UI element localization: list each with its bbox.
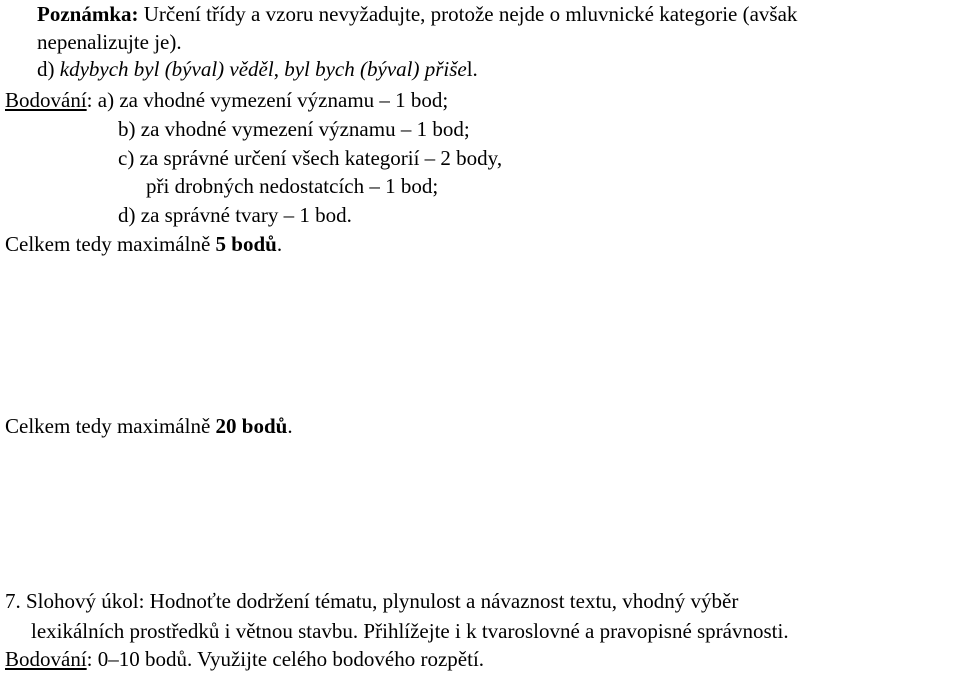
total-5-value: 5 bodů xyxy=(215,232,277,256)
note-label: Poznámka: xyxy=(37,2,139,26)
scoring-line-a xyxy=(5,86,448,114)
task-7-line-1: 7. Slohový úkol: Hodnoťte dodržení tématu, plynulost a návaznost textu, vhodný výběr xyxy=(5,589,739,613)
note-line-continued: nepenalizujte je). xyxy=(37,30,182,54)
total-20-line xyxy=(5,412,293,440)
answer-d-suffix: l. xyxy=(466,57,478,81)
total-20-value: 20 bodů xyxy=(215,414,288,438)
scoring-line-d: d) za správné tvary – 1 bod. xyxy=(118,203,352,227)
scoring-line-b: b) za vhodné vymezení významu – 1 bod; xyxy=(118,117,470,141)
task-7-scoring-text: 0–10 bodů. Využijte celého bodového rozpětí. xyxy=(92,647,485,671)
scoring-label: Bodování xyxy=(5,88,87,112)
scoring-line-c: c) za správné určení všech kategorií – 2 body, xyxy=(118,146,503,170)
total-20-prefix: Celkem tedy maximálně xyxy=(5,414,216,438)
scoring-colon: : xyxy=(86,88,93,112)
total-5-line xyxy=(5,230,282,258)
answer-d-separator: , xyxy=(273,57,285,81)
answer-d-form-2: byl bych (býval) přiše xyxy=(284,57,467,81)
total-20-suffix: . xyxy=(287,414,293,438)
task-7-scoring-label: Bodování xyxy=(5,647,87,671)
task-7-scoring-line xyxy=(5,645,484,673)
answer-d-form-1: kdybych byl (býval) věděl xyxy=(59,57,274,81)
note-text: Určení třídy a vzoru nevyžadujte, protože nejde o mluvnické kategorie (avšak xyxy=(138,2,798,26)
task-7-line-2: lexikálních prostředků i větnou stavbu. Přihlížejte i k tvaroslovné a pravopisné správnosti. xyxy=(31,619,789,643)
task-7-scoring-colon: : xyxy=(86,647,93,671)
total-5-suffix: . xyxy=(276,232,283,256)
total-5-prefix: Celkem tedy maximálně xyxy=(5,232,216,256)
scoring-line-c-continued: při drobných nedostatcích – 1 bod; xyxy=(146,174,439,198)
answer-d-line xyxy=(37,55,478,83)
scoring-a: a) za vhodné vymezení významu – 1 bod; xyxy=(92,88,449,112)
answer-d-prefix: d) xyxy=(37,57,60,81)
note-line xyxy=(37,0,797,28)
